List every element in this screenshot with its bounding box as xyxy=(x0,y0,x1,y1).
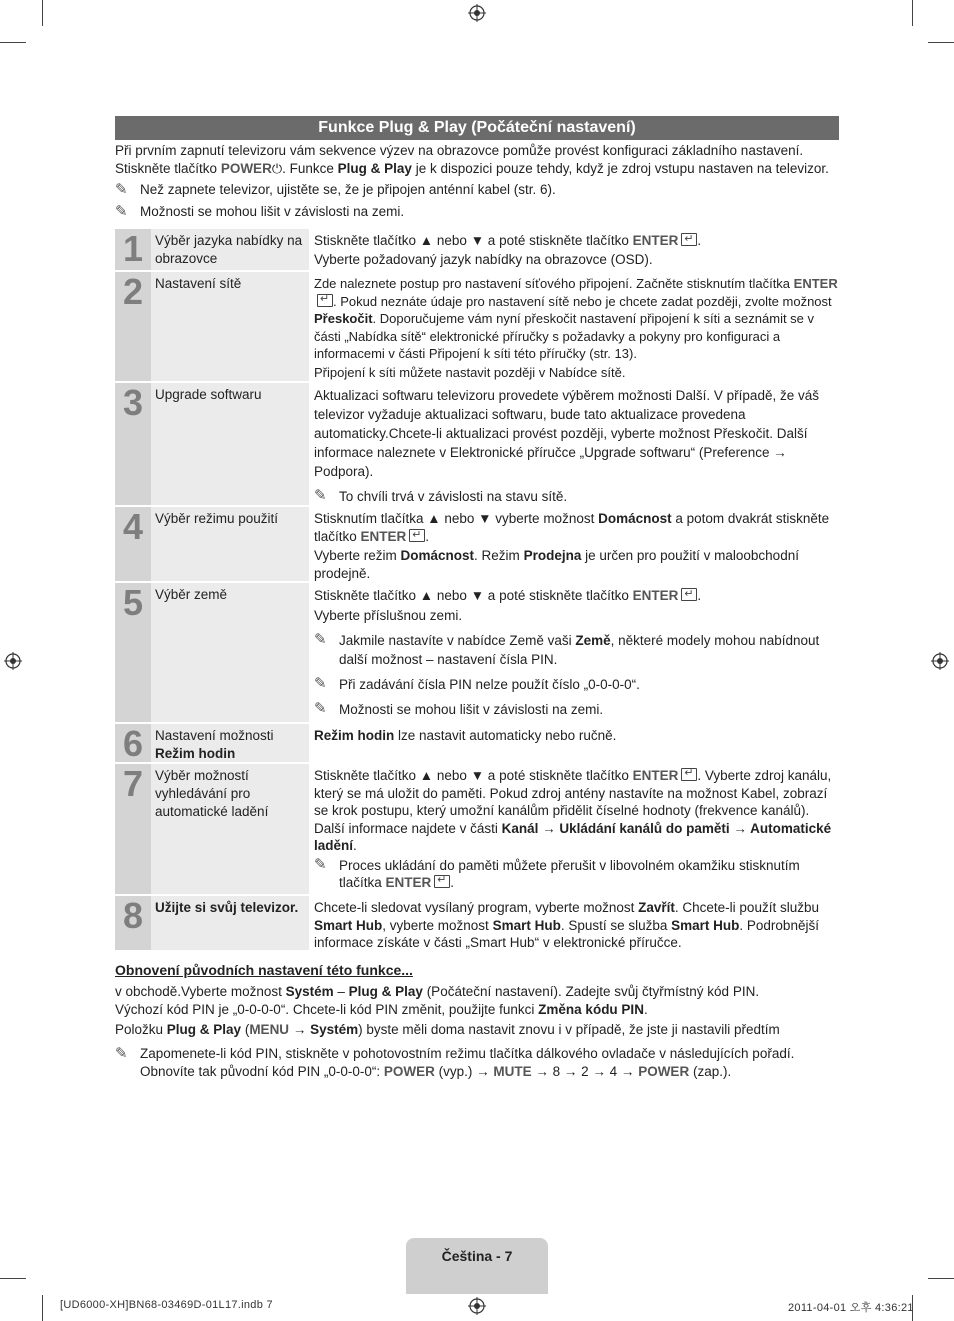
step-label: Upgrade softwaru xyxy=(151,383,309,505)
step-description: Stisknutím tlačítka ▲ nebo ▼ vyberte možnost Domácnost a potom dvakrát stiskněte tlačítko ENTER↵ . Vyberte režim Domácnost. Režim Prodejna je určen pro použití v maloobchodní prodejně. xyxy=(314,507,839,584)
crop-mark xyxy=(0,42,26,43)
note-country: ✎ Možnosti se mohou lišit v závislosti na zemi. xyxy=(115,203,405,220)
section-title: Funkce Plug & Play (Počáteční nastavení) xyxy=(115,116,839,140)
step-label: Výběr země xyxy=(151,583,309,722)
note-pencil-icon: ✎ xyxy=(115,1045,128,1062)
step-description: Aktualizaci softwaru televizoru provedete výběrem možnosti Další. V případě, že váš televizor vyžaduje aktualizaci softwaru, bude tato aktualizace provedena automaticky.Chcete-li aktualizaci provést později, vyberte možnost Přeskočit. Další informace naleznete v Elektronické příručce „Upgrade softwaru“ (Preference → Podpora). ✎ To chvíli trvá v závislosti na stavu sítě. xyxy=(314,388,819,504)
registration-mark-icon xyxy=(931,652,949,670)
restore-heading: Obnovení původních nastavení této funkce... xyxy=(115,962,413,978)
note-pencil-icon: ✎ xyxy=(314,700,327,717)
step-8 xyxy=(115,896,839,950)
step-description: Zde naleznete postup pro nastavení síťového připojení. Začněte stisknutím tlačítka ENTER↵. Pokud neznáte údaje pro nastavení sítě nebo je chcete zadat později, zvolte možnost Přeskočit. Doporučujeme vám nyní přeskočit nastavení připojení k síti a seznámit se v části „Nabídka sítě“ elektronické příručky s požadavky a pokyny pro konfiguraci a informacemi v části Připojení k síti této příručky (str. 13). Připojení k síti můžete nastavit později v Nabídce sítě. xyxy=(314,272,839,382)
enter-icon xyxy=(317,294,333,307)
step-5 xyxy=(115,583,839,722)
registration-mark-icon xyxy=(468,1297,486,1315)
step-description: Stiskněte tlačítko ▲ nebo ▼ a poté stiskněte tlačítko ENTER↵ . Vyberte požadovaný jazyk nabídky na obrazovce (OSD). xyxy=(314,229,839,270)
step-description: Režim hodin lze nastavit automaticky nebo ručně. xyxy=(314,728,617,743)
step-description: Stiskněte tlačítko ▲ nebo ▼ a poté stiskněte tlačítko ENTER↵ . Vyberte příslušnou zemi. ✎ Jakmile nastavíte v nabídce Země vaši Země, některé modely mohou nabídnout další možnost – nastavení čísla PIN. ✎ Při zadávání čísla PIN nelze použít číslo „0-0-0-0“. ✎ Možnosti se mohou lišit v závislosti na zemi. xyxy=(314,583,839,719)
step-label: Výběr možností vyhledávání pro automatické ladění xyxy=(151,764,309,894)
step-label: Užijte si svůj televizor. xyxy=(151,896,309,950)
crop-mark xyxy=(42,1295,43,1321)
step-label: Nastavení sítě xyxy=(151,272,309,381)
print-timestamp: 2011-04-01 오후 4:36:21 xyxy=(788,1302,914,1314)
enter-icon xyxy=(681,588,697,601)
step-1 xyxy=(115,229,839,270)
note-pencil-icon: ✎ xyxy=(314,487,327,504)
enter-icon xyxy=(681,233,697,246)
step-number: 2 xyxy=(115,272,151,381)
enter-icon xyxy=(434,875,450,888)
step-label: Nastavení možnosti Režim hodin xyxy=(151,724,309,762)
crop-mark xyxy=(42,0,43,26)
crop-mark xyxy=(912,0,913,26)
step-6 xyxy=(115,724,839,762)
note-pencil-icon: ✎ xyxy=(115,203,128,220)
step-2 xyxy=(115,272,839,381)
note-pencil-icon: ✎ xyxy=(314,855,327,873)
print-file-info: [UD6000-XH]BN68-03469D-01L17.indb 7 xyxy=(60,1299,273,1311)
crop-mark xyxy=(0,1278,26,1279)
note-forgot-pin: ✎ Zapomenete-li kód PIN, stiskněte v pohotovostním režimu tlačítka dálkového ovladače v následujících pořadí. Obnovíte tak původní kód PIN „0-0-0-0“: POWER (vyp.) → MUTE → 8 → 2 → 4 → POWER (zap.). xyxy=(115,1045,795,1079)
step-7 xyxy=(115,764,839,894)
crop-mark xyxy=(928,1278,954,1279)
step-number: 4 xyxy=(115,507,151,581)
step-number: 8 xyxy=(115,896,151,950)
page-number-tab: Čeština - 7 xyxy=(406,1238,548,1294)
step-description: Chcete-li sledovat vysílaný program, vyberte možnost Zavřít. Chcete-li použít službu Smart Hub, vyberte možnost Smart Hub. Spustí se služba Smart Hub. Podrobnější informace získáte v části „Smart Hub“ v elektronické příručce. xyxy=(314,900,819,950)
enter-icon xyxy=(409,529,425,542)
step-label: Výběr jazyka nabídky na obrazovce xyxy=(151,229,309,270)
step-label: Výběr režimu použití xyxy=(151,507,309,581)
note-antenna: ✎ Než zapnete televizor, ujistěte se, že je připojen anténní kabel (str. 6). xyxy=(115,181,556,198)
restore-paragraph: v obchodě.Vyberte možnost Systém – Plug & Play (Počáteční nastavení). Zadejte svůj čtyřmístný kód PIN. Výchozí kód PIN je „0-0-0-0“. Chcete-li kód PIN změnit, použijte funkci Změna kódu PIN. Položku Plug & Play (MENU → Systém) byste měli doma nastavit znovu i v případě, že jste ji nastavili předtím xyxy=(115,984,780,1037)
registration-mark-icon xyxy=(468,4,486,22)
note-pencil-icon: ✎ xyxy=(314,631,327,648)
step-number: 7 xyxy=(115,764,151,894)
step-3 xyxy=(115,383,839,505)
note-pencil-icon: ✎ xyxy=(314,675,327,692)
registration-mark-icon xyxy=(4,652,22,670)
step-4 xyxy=(115,507,839,581)
step-number: 1 xyxy=(115,229,151,270)
step-number: 5 xyxy=(115,583,151,722)
enter-icon xyxy=(681,768,697,781)
intro-paragraph: Při prvním zapnutí televizoru vám sekvence výzev na obrazovce pomůže provést konfiguraci základního nastavení. Stiskněte tlačítko POWER⏻. Funkce Plug & Play je k dispozici pouze tehdy, když je zdroj vstupu nastaven na televizor. xyxy=(115,143,829,176)
note-pencil-icon: ✎ xyxy=(115,181,128,198)
step-description: Stiskněte tlačítko ▲ nebo ▼ a poté stiskněte tlačítko ENTER↵ . Vyberte zdroj kanálu, který se má uložit do paměti. Pokud zdroj antény nastavíte na možnost Kabel, zobrazí se krok postupu, který umožní kanálům přidělit číselné hodnoty (frekvence kanálů). Další informace najdete v části Kanál → Ukládání kanálů do paměti → Automatické ladění. ✎ Proces ukládání do paměti můžete přerušit v libovolném okamžiku stisknutím tlačítka ENTER↵ . xyxy=(314,764,839,892)
step-number: 3 xyxy=(115,383,151,505)
step-number: 6 xyxy=(115,724,151,762)
crop-mark xyxy=(928,42,954,43)
